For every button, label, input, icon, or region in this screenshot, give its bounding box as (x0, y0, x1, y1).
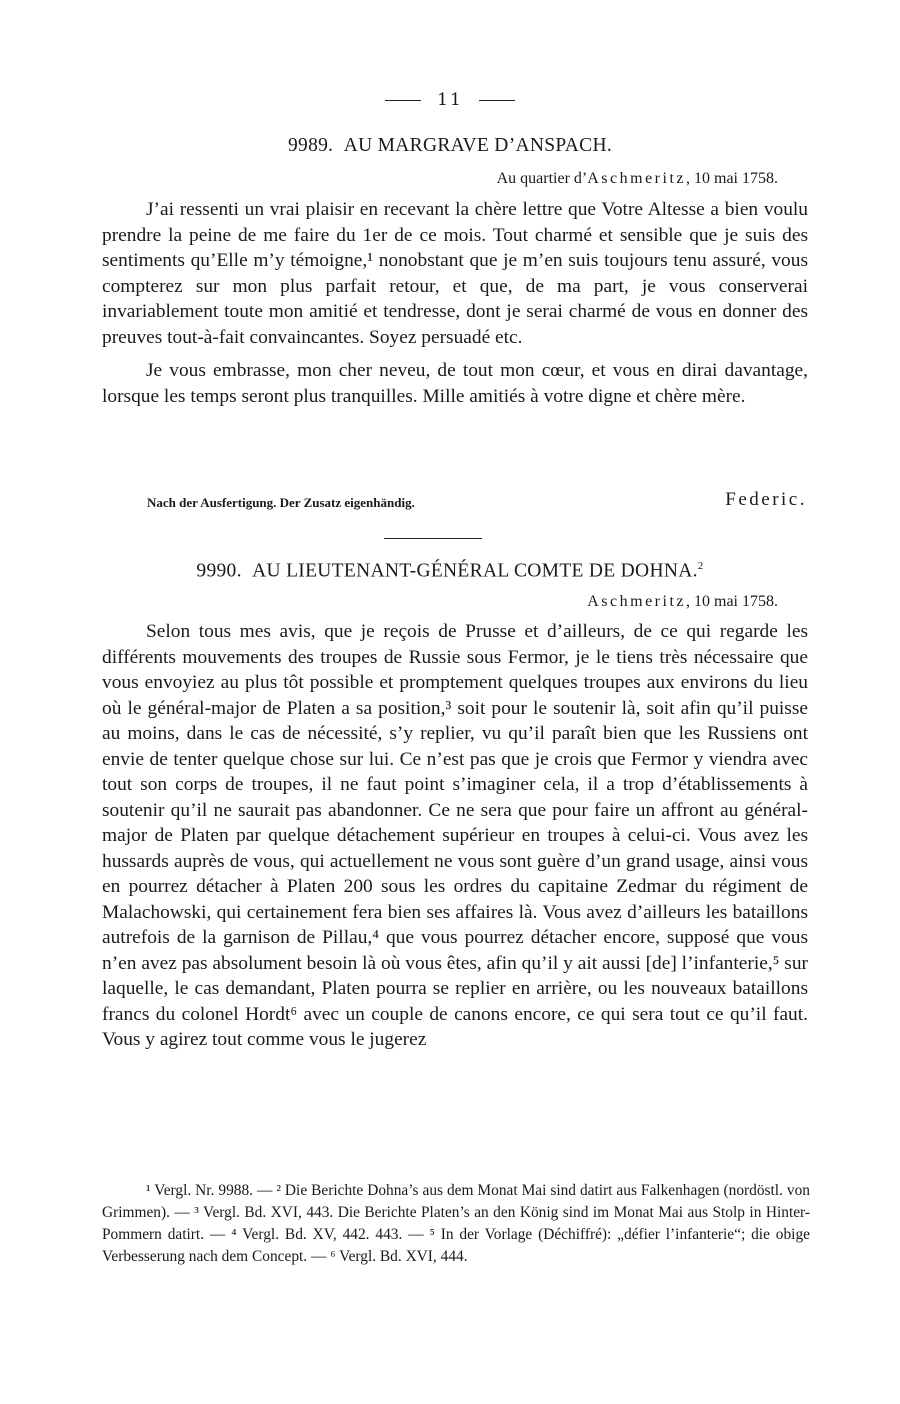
dateline-date: , 10 mai 1758. (686, 170, 778, 187)
folio-dash-right (479, 100, 515, 101)
footnote-ref: 2 (697, 560, 704, 572)
dateline-place: Aschmeritz (587, 593, 686, 610)
folio-dash-left (385, 100, 421, 101)
letter-title: AU LIEUTENANT-GÉNÉRAL COMTE DE DOHNA. (252, 560, 698, 582)
page-number (0, 90, 900, 110)
letter-paragraph: J’ai ressenti un vrai plaisir en recevant la chère lettre que Votre Altesse a bien voulu prendre la peine de me faire du 1er de ce mois. Tout charmé et sensible que je suis des sentiments qu’Elle m’y témoigne,¹ nonobstant que je m’en suis toujours tenu assuré, vous compterez sur mon plus parfait retour, et que, de ma part, je vous conserverai invariablement toute mon amitié et tendresse, dont je serai charmé de vous en donner des preuves tout-à-fait convaincantes. Soyez persuadé etc. (102, 199, 808, 348)
letter-paragraph: Je vous embrasse, mon cher neveu, de tout mon cœur, et vous en dirai davantage, lorsque les temps seront plus tranquilles. Mille amitiés à votre digne et chère mère. (102, 360, 808, 407)
letter-number: 9990. (196, 560, 242, 582)
footnotes (102, 1180, 810, 1268)
dateline-prefix: Au quartier d’ (496, 170, 588, 187)
signature: Federic. (725, 489, 807, 510)
letter-heading-9990 (0, 560, 900, 583)
letter-body-9990 (102, 619, 808, 1053)
source-note: Nach der Ausfertigung. Der Zusatz eigenhändig. (147, 495, 415, 510)
footnote-text: ¹ Vergl. Nr. 9988. — ² Die Berichte Dohna’s aus dem Monat Mai sind datirt aus Falkenhagen (nordöstl. von Grimmen). — ³ Vergl. Bd. XVI, 443. Die Berichte Platen’s an den König sind im Monat Mai aus Stolp in Hinter-Pommern datirt. — ⁴ Vergl. Bd. XV, 442. 443. — ⁵ In der Vorlage (Déchiffré): „défier l’infanterie“; die obige Verbesserung nach dem Concept. — ⁶ Vergl. Bd. XVI, 444. (102, 1182, 810, 1265)
letter-title: AU MARGRAVE D’ANSPACH. (343, 135, 612, 156)
letter-dateline-9990 (587, 593, 778, 611)
letter-dateline-9989 (497, 170, 778, 188)
letter-number: 9989. (287, 135, 334, 156)
page-number-text: 11 (437, 90, 463, 110)
letter-body-9989 (102, 197, 808, 409)
section-divider (384, 538, 482, 539)
letter-heading-9989 (0, 135, 900, 157)
dateline-place: Aschmeritz (587, 170, 686, 187)
dateline-date: , 10 mai 1758. (686, 593, 778, 610)
letter-paragraph: Selon tous mes avis, que je reçois de Prusse et d’ailleurs, de ce qui regarde les différents mouvements des troupes de Russie sous Fermor, je le tiens très nécessaire que vous envoyiez au plus tôt possible et promptement quelques troupes aux environs du lieu où le général-major de Platen a sa position,³ soit pour le soutenir là, soit afin qu’il puisse au moins, dans le cas de nécessité, s’y replier, vu qu’il paraît bien que les Russiens ont envie de tenter quelque chose sur lui. Ce n’est pas que je crois que Fermor y viendra avec tout son corps de troupes, il ne faut point s’imaginer cela, il a trop d’établissements à soutenir qu’il ne saurait pas abandonner. Ce ne sera que pour faire un affront au général-major de Platen par quelque détachement supérieur en troupes à celui-ci. Vous avez les hussards auprès de vous, qui actuellement ne vous sont guère d’un grand usage, ainsi vous en pourrez détacher à Platen 200 sous les ordres du capitaine Zedmar du régiment de Malachowski, qui certainement fera bien ses affaires là. Vous avez d’ailleurs les bataillons autrefois de la garnison de Pillau,⁴ que vous pourrez détacher encore, supposé que vous n’en avez pas absolument besoin là où vous êtes, afin qu’il y ait aussi [de] l’infanterie,⁵ sur laquelle, le cas demandant, Platen pourra se replier en arrière, ou les nouveaux bataillons francs du colonel Hordt⁶ avec un couple de canons encore, ce qui sera tout ce qu’il faut. Vous y agirez tout comme vous le jugerez (102, 621, 808, 1050)
